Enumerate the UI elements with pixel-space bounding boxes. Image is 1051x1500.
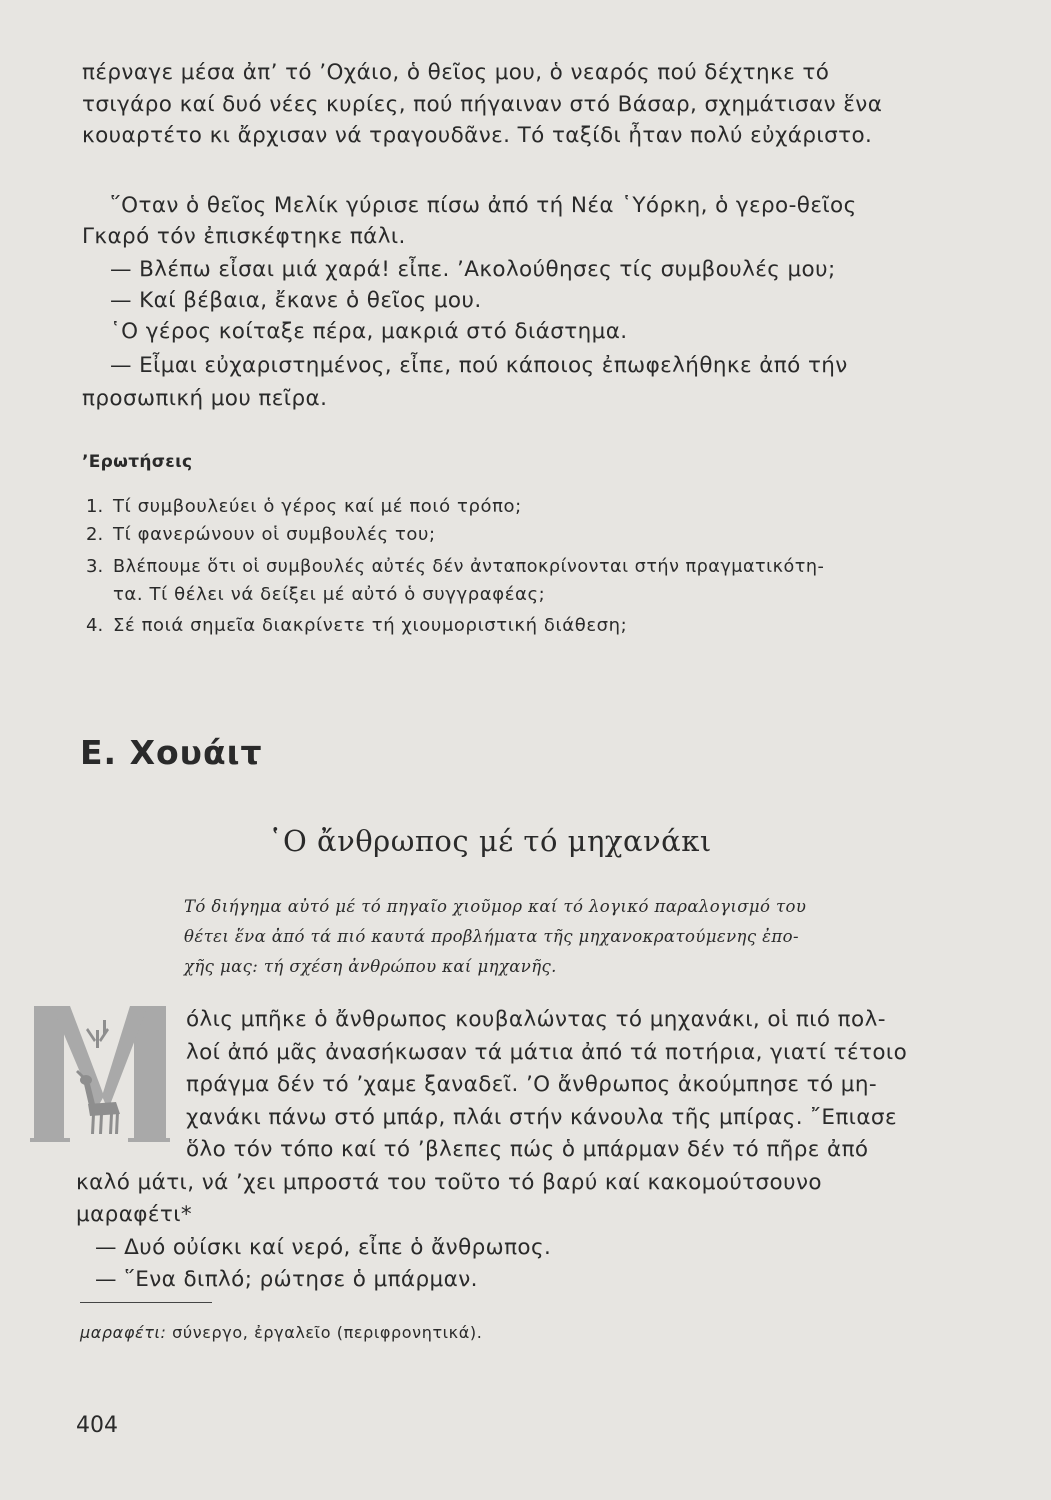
text-line: τσιγάρο καί δυό νέες κυρίες, πού πήγαιναν στό Βάσαρ, σχημάτισαν ἕνα bbox=[82, 92, 883, 117]
question-text: Σέ ποιά σημεῖα διακρίνετε τή χιουμοριστική διάθεση; bbox=[113, 615, 628, 636]
question-text: Βλέπουμε ὅτι οἱ συμβουλές αὐτές δέν ἀνταποκρίνονται στήν πραγματικότη- bbox=[113, 557, 825, 577]
question-number: 1. bbox=[86, 496, 104, 517]
question-text: τα. Τί θέλει νά δείξει μέ αὐτό ὁ συγγραφέας; bbox=[113, 584, 546, 605]
question-number: 4. bbox=[86, 615, 104, 636]
intro-line: χῆς μας: τή σχέση ἀνθρώπου καί μηχανῆς. bbox=[184, 957, 557, 976]
text-line: κουαρτέτο κι ἄρχισαν νά τραγουδᾶνε. Τό ταξίδι ἦταν πολύ εὐχάριστο. bbox=[82, 123, 873, 148]
text-line: — Βλέπω εἶσαι μιά χαρά! εἶπε. ’Ακολούθησες τίς συμβουλές μου; bbox=[110, 257, 836, 282]
text-line: — Καί βέβαια, ἔκανε ὁ θεῖος μου. bbox=[110, 288, 482, 313]
question-text: Τί συμβουλεύει ὁ γέρος καί μέ ποιό τρόπο; bbox=[113, 496, 522, 517]
questions-heading: ’Ερωτήσεις bbox=[82, 452, 193, 472]
text-line: πέρναγε μέσα ἀπ’ τό ’Οχάιο, ὁ θεῖος μου, ὁ νεαρός πού δέχτηκε τό bbox=[82, 60, 830, 85]
text-line: Γκαρό τόν ἐπισκέφτηκε πάλι. bbox=[82, 224, 406, 249]
footnote-rule bbox=[80, 1302, 212, 1303]
text-line: όλις μπῆκε ὁ ἄνθρωπος κουβαλώντας τό μηχανάκι, οἱ πιό πολ- bbox=[186, 1007, 886, 1032]
text-line: πράγμα δέν τό ’χαμε ξαναδεῖ. ’Ο ἄνθρωπος ἀκούμπησε τό μη- bbox=[186, 1072, 878, 1097]
footnote-term: μαραφέτι: bbox=[80, 1323, 167, 1342]
author-name: Ε. Χουάιτ bbox=[80, 733, 263, 772]
text-line: μαραφέτι* bbox=[76, 1202, 193, 1227]
text-line: προσωπική μου πεῖρα. bbox=[82, 386, 328, 411]
story-title: ῾Ο ἄνθρωπος μέ τό μηχανάκι bbox=[268, 824, 712, 858]
text-line: λοί ἀπό μᾶς ἀνασήκωσαν τά μάτια ἀπό τά ποτήρια, γιατί τέτοιο bbox=[186, 1040, 908, 1065]
intro-line: θέτει ἕνα ἀπό τά πιό καυτά προβλήματα τῆς μηχανοκρατούμενης ἐπο- bbox=[184, 927, 799, 946]
text-line: ὅλο τόν τόπο καί τό ’βλεπες πώς ὁ μπάρμαν δέν τό πῆρε ἀπό bbox=[186, 1137, 869, 1162]
text-line: — Εἶμαι εὐχαριστημένος, εἶπε, πού κάποιος ἐπωφελήθηκε ἀπό τήν bbox=[110, 353, 848, 378]
text-line: καλό μάτι, νά ’χει μπροστά του τοῦτο τό βαρύ καί κακομούτσουνο bbox=[76, 1170, 822, 1195]
footnote-text: σύνεργο, ἐργαλεῖο (περιφρονητικά). bbox=[172, 1323, 483, 1342]
footnote bbox=[80, 1323, 482, 1342]
question-number: 2. bbox=[86, 524, 104, 545]
question-number: 3. bbox=[86, 556, 104, 577]
text-line: — ῞Ενα διπλό; ρώτησε ὁ μπάρμαν. bbox=[95, 1267, 478, 1292]
intro-line: Τό διήγημα αὐτό μέ τό πηγαῖο χιοῦμορ καί τό λογικό παραλογισμό του bbox=[184, 897, 807, 916]
drop-cap-ornament bbox=[30, 998, 172, 1144]
text-line: ῾Ο γέρος κοίταξε πέρα, μακριά στό διάστημα. bbox=[110, 319, 628, 344]
question-text: Τί φανερώνουν οἱ συμβουλές του; bbox=[113, 524, 436, 545]
text-line: χανάκι πάνω στό μπάρ, πλάι στήν κάνουλα τῆς μπίρας. ῎Επιασε bbox=[186, 1105, 897, 1130]
text-line: ῞Οταν ὁ θεῖος Μελίκ γύρισε πίσω ἀπό τή Νέα ῾Υόρκη, ὁ γερο-θεῖος bbox=[110, 193, 857, 218]
page-number: 404 bbox=[76, 1413, 118, 1438]
text-line: — Δυό οὐίσκι καί νερό, εἶπε ὁ ἄνθρωπος. bbox=[95, 1235, 552, 1260]
